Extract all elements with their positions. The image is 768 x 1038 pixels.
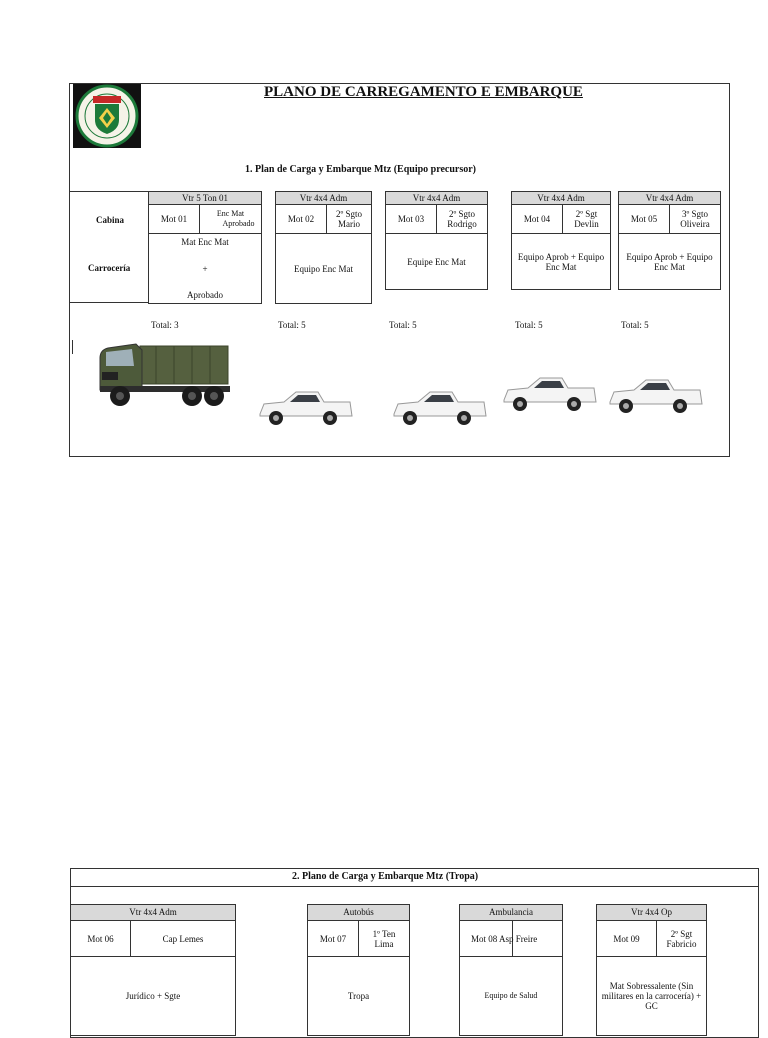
crew-line: Oliveira <box>680 219 710 229</box>
driver-cell: Mot 02 <box>275 204 327 234</box>
row-label-carroceria: Carrocería <box>88 263 131 273</box>
vehicle-header: Vtr 4x4 Adm <box>70 904 236 921</box>
cargo-line: Equipo Aprob + Equipo <box>626 251 713 262</box>
crew-line: Fabricio <box>666 938 697 949</box>
vehicle-header: Vtr 5 Ton 01 <box>148 191 262 205</box>
pickup-truck-image <box>500 374 598 414</box>
vehicle-total: Total: 5 <box>278 320 306 330</box>
cargo-cell: Equipe Enc Mat <box>385 233 488 290</box>
cargo-line: Mat Enc Mat <box>181 237 229 247</box>
crew-cell <box>326 204 372 234</box>
driver-cell: Mot 01 <box>148 204 200 234</box>
vehicle-total: Total: 5 <box>515 320 543 330</box>
driver-cell: Mot 09 <box>596 920 657 957</box>
crew-line: 2º Sgt <box>575 209 598 219</box>
cargo-cell <box>596 956 707 1036</box>
driver-text: Mot 08 Asp Freire <box>471 934 538 944</box>
vehicle-header: Autobús <box>307 904 410 921</box>
section2-heading: 2. Plano de Carga y Embarque Mtz (Tropa) <box>292 871 479 882</box>
driver-cell: Mot 04 <box>511 204 563 234</box>
crew-cell <box>436 204 488 234</box>
cargo-cell: Equipo Enc Mat <box>275 233 372 304</box>
crew-line: Mario <box>338 219 360 229</box>
cargo-line: + <box>202 263 208 274</box>
crew-line: Devlin <box>574 219 599 229</box>
driver-cell: Mot 07 <box>307 920 359 957</box>
cargo-line: Mat Sobressalente (Sin <box>609 981 694 991</box>
crew-line: Lima <box>374 938 394 949</box>
crew-line: 2º Sgto <box>335 209 363 219</box>
pickup-truck-image <box>390 388 488 428</box>
cargo-cell <box>511 233 611 290</box>
crew-cell <box>669 204 721 234</box>
vehicle-header: Vtr 4x4 Adm <box>275 191 372 205</box>
crew-line: Enc Mat <box>216 209 245 218</box>
cargo-line: Equipo Aprob + Equipo <box>517 251 605 262</box>
crew-line: 2º Sgt <box>670 928 693 939</box>
crew-line: Aprobado <box>222 219 255 228</box>
text-cursor <box>72 340 73 354</box>
driver-cell: Mot 05 <box>618 204 670 234</box>
pickup-truck-image <box>256 388 354 428</box>
crew-cell: Cap Lemes <box>130 920 236 957</box>
crew-cell <box>199 204 262 234</box>
vehicle-total: Total: 5 <box>621 320 649 330</box>
cargo-cell: Tropa <box>307 956 410 1036</box>
cargo-cell: Equipo de Salud <box>459 956 563 1036</box>
page-title: PLANO DE CARREGAMENTO E EMBARQUE <box>264 84 583 100</box>
driver-cell: Mot 06 <box>70 920 131 957</box>
cargo-cell: Jurídico + Sgte <box>70 956 236 1036</box>
vehicle-header: Vtr 4x4 Adm <box>385 191 488 205</box>
crew-line: 1º Ten <box>372 928 396 939</box>
section1-label-column <box>69 191 149 303</box>
cargo-cell <box>618 233 721 290</box>
cargo-line: militares en la carrocería) + <box>601 991 702 1001</box>
crew-line: 3º Sgto <box>681 209 709 219</box>
crew-line: Rodrigo <box>447 219 477 229</box>
vehicle-total: Total: 5 <box>389 320 417 330</box>
crew-cell <box>358 920 410 957</box>
vehicle-header: Vtr 4x4 Adm <box>618 191 721 205</box>
section1-heading: 1. Plan de Carga y Embarque Mtz (Equipo precursor) <box>245 164 477 175</box>
pickup-truck-image <box>606 376 704 416</box>
cargo-line: Aprobado <box>187 290 223 300</box>
vehicle-header: Vtr 4x4 Adm <box>511 191 611 205</box>
cargo-line: GC <box>645 1001 658 1011</box>
cargo-cell <box>148 233 262 304</box>
row-label-cabina: Cabina <box>96 215 125 225</box>
military-truck-image <box>96 336 232 410</box>
vehicle-total: Total: 3 <box>151 320 179 330</box>
crew-cell <box>656 920 707 957</box>
crew-line: 2º Sgto <box>448 209 476 219</box>
crew-cell <box>562 204 611 234</box>
vehicle-header: Vtr 4x4 Op <box>596 904 707 921</box>
driver-cell: Mot 03 <box>385 204 437 234</box>
cargo-line: Enc Mat <box>545 261 577 272</box>
cargo-line: Enc Mat <box>654 261 685 272</box>
vehicle-header: Ambulancia <box>459 904 563 921</box>
military-emblem-logo <box>73 84 141 148</box>
